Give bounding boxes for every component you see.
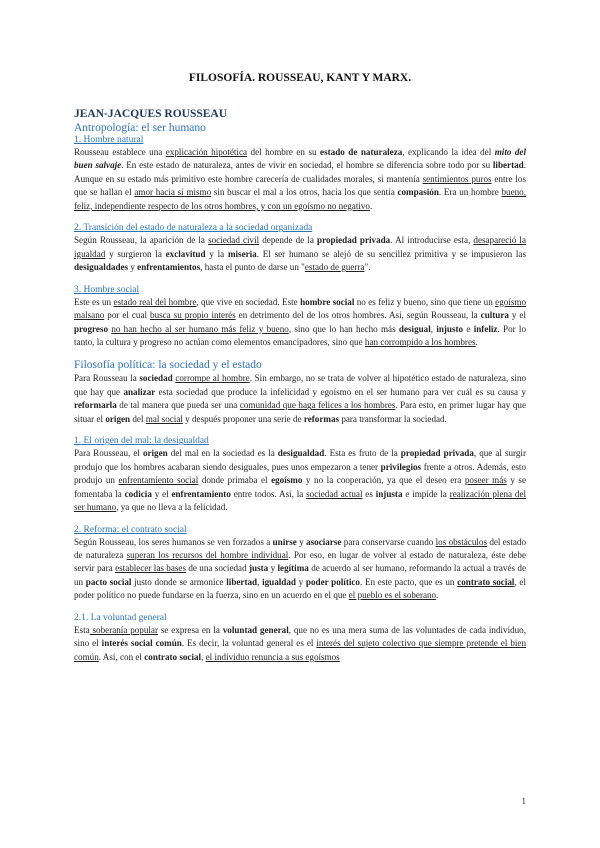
text-run: , explicando la idea del <box>402 147 495 157</box>
text-run: del mal en la sociedad es la <box>167 448 278 459</box>
text-run: . El ser humano se alejó de su sencillez primitiva y se impusieron las <box>256 248 526 259</box>
bold-text: contrato social <box>144 651 202 662</box>
text-run: y no la cooperación, ya que el deseo era <box>302 475 465 486</box>
section-political-philosophy-heading: Filosofía política: la sociedad y el estado <box>74 359 262 372</box>
bold-text: origen <box>142 448 168 459</box>
text-run: y la <box>205 248 228 259</box>
bold-text: reformas <box>303 413 340 424</box>
paragraph-social-contract <box>74 536 526 603</box>
underlined-text: interés del sujeto colectivo que siempre pretende el bien común <box>74 638 526 662</box>
bold-text: privilegios <box>380 461 422 472</box>
text-run: . Es decir, la voluntad general es el <box>181 638 317 649</box>
bold-text: libertad <box>226 576 258 587</box>
paragraph-political-intro <box>74 372 526 426</box>
paragraph-natural-man <box>74 146 526 213</box>
text-run: de tal manera que pueda ser una <box>116 400 240 411</box>
underlined-text: bueno, feliz, independiente respecto de los otros hombres, y con un egoísmo no negativo <box>74 187 526 211</box>
text-run: . Por lo tanto, la cultura y progreso no actúan como elementos emancipadores, sino que <box>74 323 527 347</box>
text-run: de acuerdo al ser humano, reformando la actual a través de un <box>74 563 527 587</box>
paragraph-transition <box>74 234 526 274</box>
text-run: , que no es una mera suma de las voluntades de cada individuo, sino el <box>74 624 527 649</box>
underlined-text: establecer las bases <box>115 563 186 574</box>
underlined-text: el individuo renuncia a sus egoísmos <box>205 651 340 662</box>
text-run: . Al introducirse esta, <box>390 235 474 246</box>
bold-text: unirse <box>272 536 297 547</box>
text-run: no es feliz y bueno, sino que tiene un <box>354 296 496 307</box>
bold-text: legítima <box>277 563 309 574</box>
text-run: entre todos. Así, la <box>230 488 307 499</box>
underlined-text: los obstáculos <box>435 536 487 547</box>
text-run: . Así, con el <box>98 651 145 662</box>
subsection-natural-man-heading: 1. Hombre natural <box>74 135 144 145</box>
underlined-text: realización plena del ser humano <box>74 488 527 513</box>
text-run: . Para esto, en primer lugar hay que situar el <box>74 400 526 424</box>
bold-text: injusto <box>436 323 464 334</box>
underlined-text: explicación hipotética <box>165 147 248 157</box>
underlined-text: mal social <box>145 413 183 424</box>
bold-text: miseria <box>227 248 257 259</box>
bold-underlined-text: contrato social <box>457 576 515 587</box>
page-number: 1 <box>521 796 526 806</box>
bold-text: sociedad <box>139 373 173 384</box>
text-run: e <box>463 323 474 334</box>
text-run: donde primaba el <box>198 475 272 486</box>
bold-text: injusta <box>375 488 403 499</box>
text-run: y <box>128 262 138 273</box>
bold-text: reformarla <box>74 400 117 411</box>
bold-text: infeliz <box>473 323 498 334</box>
underlined-text: estado real del hombre <box>113 296 197 307</box>
text-run: del hombre en su <box>247 147 321 157</box>
text-run: Para Rousseau la <box>74 373 140 384</box>
text-run: . Era un hombre <box>438 187 502 198</box>
underlined-text: corrompe al hombre <box>175 373 250 384</box>
underlined-text: amor hacia sí mismo <box>134 187 212 198</box>
underlined-text: estado de guerra <box>304 262 365 273</box>
bold-text: justa <box>249 563 269 574</box>
text-run: . Por eso, en lugar de volver al estado de naturaleza, éste debe servir para <box>74 549 526 574</box>
bold-text: pacto social <box>85 576 132 587</box>
underlined-text: enfrentamiento social <box>118 475 199 486</box>
underlined-text: desapareció la igualdad <box>74 235 526 259</box>
text-run: y <box>296 536 307 547</box>
section-anthropology-heading: Antropología: el ser humano <box>74 122 206 134</box>
bold-text: cultura <box>480 310 509 321</box>
bold-text: voluntad general <box>222 624 289 635</box>
underlined-text: busca su propio interés <box>150 310 236 321</box>
bold-text: hombre social <box>300 296 355 307</box>
bold-text: analizar <box>123 386 156 397</box>
text-run: , <box>201 651 206 662</box>
bold-text: progreso <box>74 323 109 334</box>
bold-text: desigual <box>398 323 431 334</box>
text-run: Según Rousseau, los seres humanos se ven forzados a <box>74 536 273 547</box>
text-run: . <box>369 200 373 211</box>
text-run: por el cual <box>104 310 151 321</box>
author-heading: JEAN-JACQUES ROUSSEAU <box>74 108 228 120</box>
text-run: para conservarse cuando <box>341 536 436 547</box>
bold-text: enfrentamientos <box>137 262 201 273</box>
bold-text: propiedad privada <box>400 448 474 459</box>
text-run: ". <box>364 262 371 273</box>
text-run: Para Rousseau, el <box>74 448 143 459</box>
underlined-text: sentimientos puros <box>422 173 492 184</box>
paragraph-general-will <box>74 624 526 664</box>
underlined-text: comunidad que haga felices a los hombres <box>239 400 396 411</box>
text-run: entre los que se hallan el <box>74 173 526 198</box>
underlined-text: el pueblo es el soberano <box>348 590 437 601</box>
paragraph-origin-of-evil <box>74 447 526 514</box>
text-run: depende de la <box>259 235 318 246</box>
underlined-text: no han hecho al ser humano más feliz y bueno <box>111 323 289 334</box>
document-title: FILOSOFÍA. ROUSSEAU, KANT Y MARX. <box>188 72 412 84</box>
text-run: Esta <box>74 624 90 635</box>
text-run: justo donde se armonice <box>131 576 227 587</box>
text-run: para transformar la sociedad. <box>339 413 447 424</box>
bold-text: egoísmo <box>271 475 303 486</box>
underlined-text: superan los recursos del hombre individual <box>126 549 289 560</box>
underlined-text: soberanía popular <box>89 624 158 635</box>
text-run: . Esta es fruto de la <box>324 448 401 459</box>
bold-text: estado de naturaleza <box>320 147 403 157</box>
text-run: , ya que no lleva a la felicidad. <box>116 502 228 513</box>
bold-text: interés social común <box>101 638 182 649</box>
bold-text: desigualdades <box>74 262 129 273</box>
bold-text: libertad <box>492 160 524 171</box>
text-run: de una sociedad <box>185 563 249 574</box>
text-run: Este es un <box>74 296 114 307</box>
text-run: e impide la <box>402 488 450 499</box>
text-run: frente a otros. Además, esto produjo un <box>74 461 526 486</box>
text-run: , <box>257 576 263 587</box>
underlined-text: sociedad actual <box>306 488 363 499</box>
text-run: . En este estado de naturaleza, antes de vivir en sociedad, el hombre se diferencia sobre todo por su <box>121 160 493 171</box>
text-run: y después proponer una serie de <box>182 413 304 424</box>
text-run: . Aunque en su estado más primitivo este hombre carecería de cualidades morales, si mantenía <box>74 160 527 184</box>
underlined-text: sociedad civil <box>208 235 260 246</box>
text-run: . Sin embargo, no se trata de volver al hipotético estado de naturaleza, sino que hay que <box>74 373 526 397</box>
text-run: y el <box>151 488 172 499</box>
text-run: Rousseau establece una <box>74 147 166 157</box>
text-run: y <box>295 576 306 587</box>
text-run: y el <box>508 310 526 321</box>
bold-text: compasión <box>397 187 439 198</box>
bold-text: poder político <box>305 576 360 587</box>
text-run: y se fomentaba la <box>74 475 527 499</box>
bold-text: exclavitud <box>165 248 206 259</box>
text-run: , que vive en sociedad. Este <box>196 296 301 307</box>
bold-text: codicia <box>124 488 152 499</box>
bold-text: enfrentamiento <box>171 488 231 499</box>
text-run: . <box>475 336 478 347</box>
text-run: sin buscar el mal a los otros, hacia los que sentía <box>211 187 398 198</box>
subsection-general-will-heading: 2.1. La voluntad general <box>74 612 167 623</box>
text-run: y surgieron la <box>105 248 166 259</box>
text-run: , el poder político no puede fundarse en la fuerza, sino en un acuerdo en el que <box>74 576 526 601</box>
underlined-text: poseer más <box>464 475 507 486</box>
text-run: y <box>268 563 278 574</box>
subsection-origin-of-evil-heading: 1. El origen del mal: la desigualdad <box>74 436 209 447</box>
bold-text: igualdad <box>262 576 296 587</box>
underlined-text: han corrompido a los hombres <box>364 336 476 347</box>
text-run: , que al surgir produjo que los hombres acabaran siendo desiguales, pues unos empezaron a tener <box>74 448 526 472</box>
text-run: del <box>130 413 146 424</box>
bold-text: desigualdad <box>277 448 325 459</box>
text-run: , hasta el punto de darse un " <box>200 262 305 273</box>
text-run: en detrimento del de los otros hombres. Así, según Rousseau, la <box>235 310 481 321</box>
paragraph-social-man <box>74 296 526 350</box>
subsection-social-contract-heading: 2. Reforma: el contrato social <box>74 524 187 535</box>
bold-text: asociarse <box>306 536 342 547</box>
text-run: , sino que lo han hecho más <box>288 323 399 334</box>
text-run: . En este pacto, que es un <box>359 576 458 587</box>
text-run: esta sociedad que produce la infelicidad y egoísmo en el ser humano para ver cuál es su causa y <box>155 386 526 397</box>
text-run: Según Rousseau, la aparición de la <box>74 235 209 246</box>
text-run: se expresa en la <box>158 624 223 635</box>
bold-italic-text: mito del buen salvaje <box>74 147 526 171</box>
text-run: es <box>362 488 376 499</box>
bold-text: origen <box>105 413 131 424</box>
text-run: . <box>436 590 439 601</box>
underlined-text: egoísmo malsano <box>74 296 526 321</box>
subsection-transition-heading: 2. Transición del estado de naturaleza a la sociedad organizada <box>74 223 313 234</box>
subsection-social-man-heading: 3. Hombre social <box>74 284 140 295</box>
bold-text: propiedad privada <box>317 235 391 246</box>
text-run: , <box>430 323 437 334</box>
text-run: del estado de naturaleza <box>74 536 527 560</box>
